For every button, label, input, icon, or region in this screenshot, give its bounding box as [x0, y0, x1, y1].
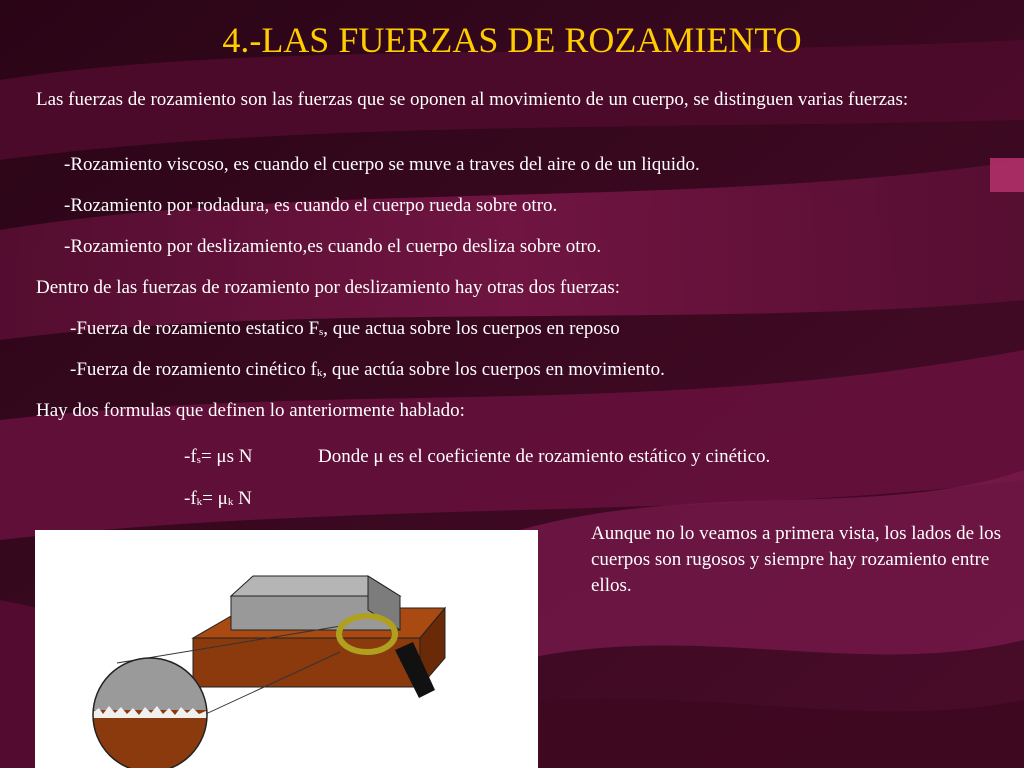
formula-static-subscript: s: [196, 454, 201, 466]
formulas-intro: Hay dos formulas que definen lo anteriormente hablado:: [36, 400, 465, 421]
formula-note: Donde μ es el coeficiente de rozamiento estático y cinético.: [318, 446, 771, 467]
friction-illustration: [35, 530, 538, 768]
side-note: Aunque no lo veamos a primera vista, los lados de los cuerpos son rugosos y siempre hay rozamiento entre ellos.: [591, 523, 1002, 596]
kinetic-force-subscript: k: [316, 367, 323, 379]
kinetic-force-desc: , que actúa sobre los cuerpos en movimiento.: [322, 359, 665, 380]
static-force-subscript: s: [319, 326, 324, 338]
formula-kinetic-n: N: [233, 488, 252, 509]
kinetic-force-text: -Fuerza de rozamiento cinético f: [70, 359, 317, 380]
static-force-text: -Fuerza de rozamiento estatico F: [70, 318, 320, 339]
slide-title: 4.-LAS FUERZAS DE ROZAMIENTO: [222, 20, 802, 60]
sliding-intro: Dentro de las fuerzas de rozamiento por deslizamiento hay otras dos fuerzas:: [36, 277, 621, 298]
friction-type-rolling: -Rozamiento por rodadura, es cuando el cuerpo rueda sobre otro.: [64, 195, 558, 216]
static-force-line: [70, 316, 620, 345]
friction-magnifier-illustration: [35, 530, 538, 768]
kinetic-force-line: [70, 357, 665, 386]
formula-kinetic-mu-subscript: k: [227, 496, 234, 508]
formula-kinetic-mu: = μ: [202, 488, 228, 509]
intro-paragraph: Las fuerzas de rozamiento son las fuerzas que se oponen al movimiento de un cuerpo, se distinguen varias fuerzas:: [36, 89, 909, 110]
formula-kinetic: [184, 486, 252, 515]
formula-static-rhs: = μs N: [200, 446, 253, 467]
formula-static: [184, 444, 252, 473]
static-force-desc: , que actua sobre los cuerpos en reposo: [323, 318, 620, 339]
friction-type-sliding: -Rozamiento por deslizamiento,es cuando el cuerpo desliza sobre otro.: [64, 236, 602, 257]
formula-kinetic-subscript: k: [196, 496, 203, 508]
formula-static-f: -f: [184, 446, 197, 467]
friction-type-viscous: -Rozamiento viscoso, es cuando el cuerpo se muve a traves del aire o de un liquido.: [64, 154, 700, 175]
formula-kinetic-f: -f: [184, 488, 197, 509]
